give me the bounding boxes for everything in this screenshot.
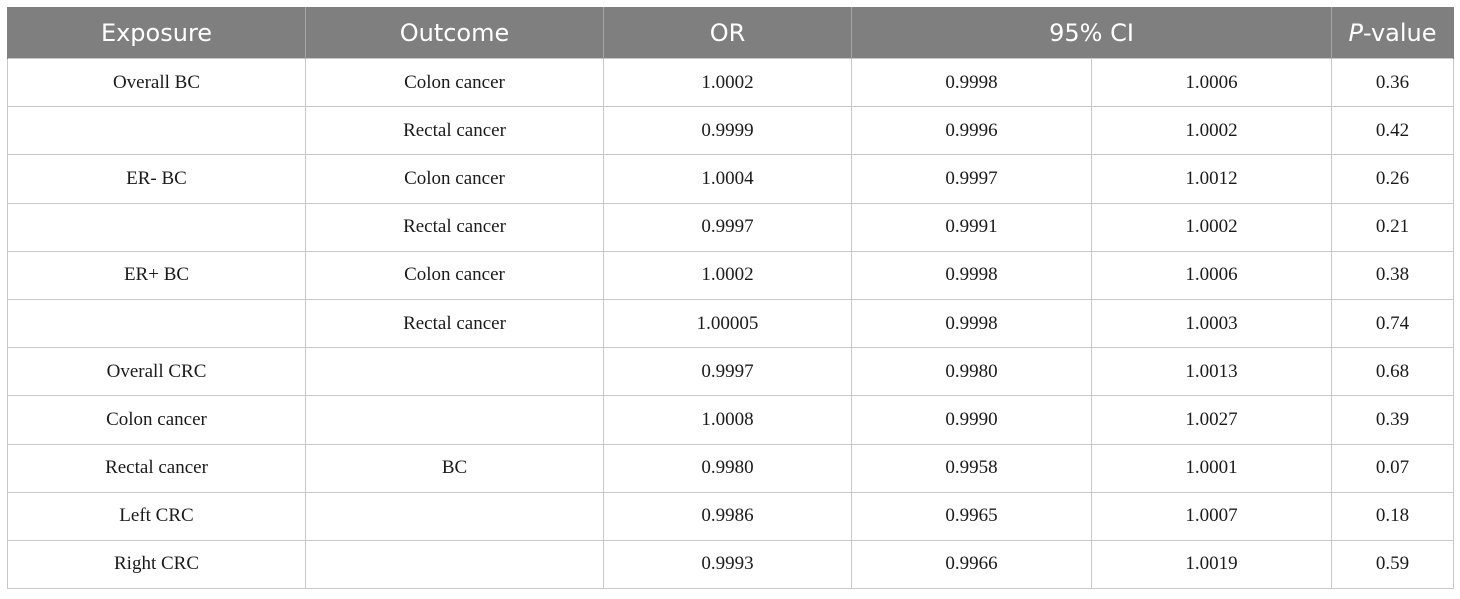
cell-ci-high: 1.0007 [1092, 492, 1332, 540]
cell-ci-high: 1.0027 [1092, 396, 1332, 444]
table-row [8, 251, 1454, 299]
cell-or: 1.00005 [604, 299, 852, 347]
cell-exposure [8, 299, 306, 347]
cell-ci-high: 1.0006 [1092, 251, 1332, 299]
cell-or: 1.0002 [604, 59, 852, 107]
table-row [8, 348, 1454, 396]
cell-ci-high: 1.0019 [1092, 540, 1332, 588]
results-table-container [7, 7, 1453, 589]
cell-or: 0.9999 [604, 107, 852, 155]
cell-or: 0.9997 [604, 348, 852, 396]
cell-or: 1.0008 [604, 396, 852, 444]
cell-outcome [306, 396, 604, 444]
cell-outcome: Rectal cancer [306, 107, 604, 155]
cell-p-value: 0.26 [1332, 155, 1454, 203]
table-row [8, 155, 1454, 203]
table-row [8, 492, 1454, 540]
table-row [8, 299, 1454, 347]
cell-ci-high: 1.0001 [1092, 444, 1332, 492]
table-body [8, 59, 1454, 589]
cell-outcome [306, 348, 604, 396]
cell-outcome: Colon cancer [306, 251, 604, 299]
cell-outcome: Rectal cancer [306, 203, 604, 251]
header-or: OR [604, 7, 852, 59]
cell-ci-low: 0.9991 [852, 203, 1092, 251]
table-row [8, 444, 1454, 492]
cell-outcome [306, 492, 604, 540]
cell-ci-low: 0.9990 [852, 396, 1092, 444]
cell-or: 1.0002 [604, 251, 852, 299]
cell-ci-high: 1.0002 [1092, 107, 1332, 155]
header-ci: 95% CI [852, 7, 1332, 59]
table-row [8, 203, 1454, 251]
cell-or: 0.9980 [604, 444, 852, 492]
cell-p-value: 0.36 [1332, 59, 1454, 107]
cell-exposure: ER+ BC [8, 251, 306, 299]
cell-ci-high: 1.0012 [1092, 155, 1332, 203]
cell-exposure [8, 107, 306, 155]
cell-or: 0.9986 [604, 492, 852, 540]
cell-outcome [306, 540, 604, 588]
header-p-italic: P [1348, 18, 1363, 47]
cell-ci-high: 1.0006 [1092, 59, 1332, 107]
table-row [8, 540, 1454, 588]
cell-p-value: 0.74 [1332, 299, 1454, 347]
cell-exposure: Colon cancer [8, 396, 306, 444]
cell-ci-low: 0.9998 [852, 251, 1092, 299]
cell-p-value: 0.59 [1332, 540, 1454, 588]
cell-outcome: BC [306, 444, 604, 492]
cell-outcome: Colon cancer [306, 59, 604, 107]
cell-outcome: Colon cancer [306, 155, 604, 203]
cell-ci-high: 1.0003 [1092, 299, 1332, 347]
table-row [8, 59, 1454, 107]
cell-ci-high: 1.0013 [1092, 348, 1332, 396]
cell-ci-low: 0.9958 [852, 444, 1092, 492]
cell-ci-low: 0.9966 [852, 540, 1092, 588]
cell-p-value: 0.18 [1332, 492, 1454, 540]
cell-or: 1.0004 [604, 155, 852, 203]
cell-or: 0.9997 [604, 203, 852, 251]
header-outcome: Outcome [306, 7, 604, 59]
header-p-rest: -value [1362, 18, 1437, 47]
cell-ci-low: 0.9965 [852, 492, 1092, 540]
cell-ci-low: 0.9998 [852, 299, 1092, 347]
header-p-value [1332, 7, 1454, 59]
cell-ci-low: 0.9980 [852, 348, 1092, 396]
cell-exposure: Rectal cancer [8, 444, 306, 492]
cell-exposure: Overall CRC [8, 348, 306, 396]
cell-ci-low: 0.9997 [852, 155, 1092, 203]
cell-ci-high: 1.0002 [1092, 203, 1332, 251]
cell-p-value: 0.38 [1332, 251, 1454, 299]
cell-outcome: Rectal cancer [306, 299, 604, 347]
results-table [7, 7, 1454, 589]
cell-ci-low: 0.9998 [852, 59, 1092, 107]
cell-exposure: ER- BC [8, 155, 306, 203]
cell-exposure: Overall BC [8, 59, 306, 107]
cell-exposure [8, 203, 306, 251]
cell-p-value: 0.07 [1332, 444, 1454, 492]
table-row [8, 107, 1454, 155]
cell-exposure: Left CRC [8, 492, 306, 540]
cell-ci-low: 0.9996 [852, 107, 1092, 155]
cell-p-value: 0.21 [1332, 203, 1454, 251]
cell-p-value: 0.68 [1332, 348, 1454, 396]
cell-exposure: Right CRC [8, 540, 306, 588]
header-exposure: Exposure [8, 7, 306, 59]
table-row [8, 396, 1454, 444]
cell-or: 0.9993 [604, 540, 852, 588]
cell-p-value: 0.39 [1332, 396, 1454, 444]
header-row [8, 7, 1454, 59]
cell-p-value: 0.42 [1332, 107, 1454, 155]
